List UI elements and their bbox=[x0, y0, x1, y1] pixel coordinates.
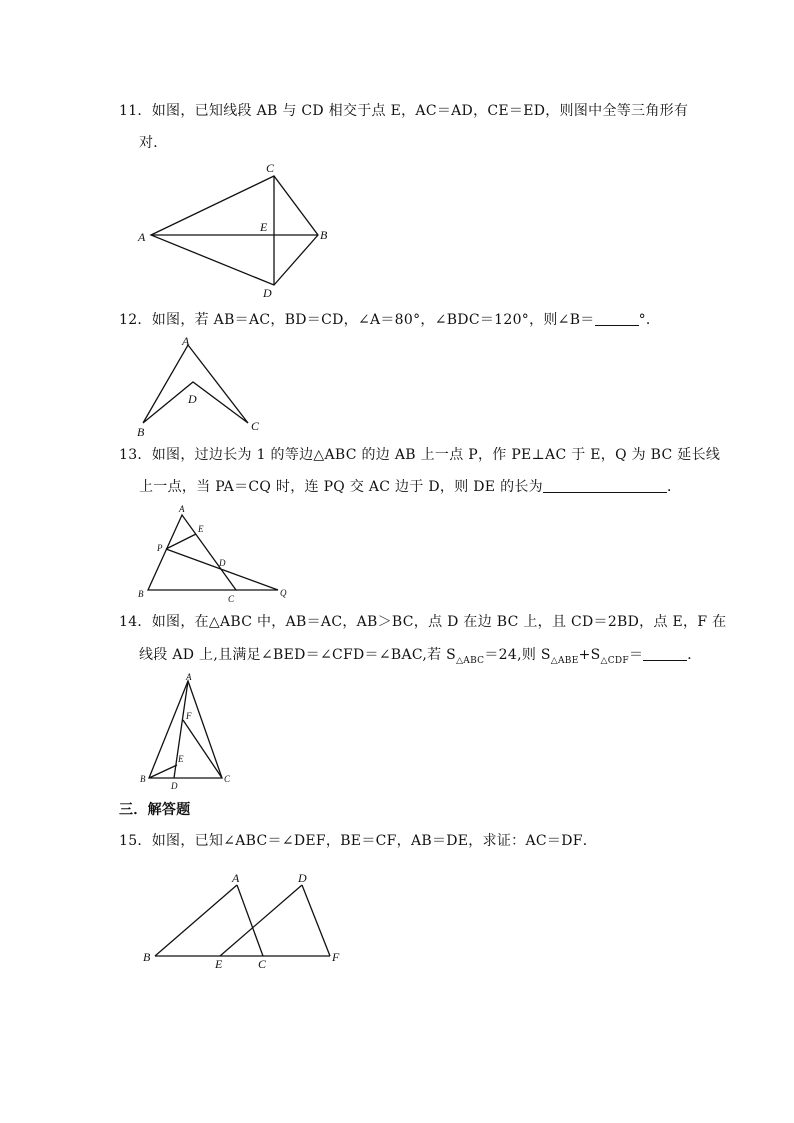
q12-label-c: C bbox=[251, 419, 260, 433]
q13-label-b: B bbox=[138, 589, 144, 599]
q15-text: 如图，已知∠ABC＝∠DEF，BE＝CF，AB＝DE，求证：AC＝DF． bbox=[151, 833, 598, 849]
q13-label-d: D bbox=[219, 558, 226, 568]
q11-text: 如图，已知线段 AB 与 CD 相交于点 E，AC＝AD，CE＝ED，则图中全等三角形有 bbox=[151, 103, 689, 119]
section-heading: 三．解答题 bbox=[119, 802, 191, 818]
q14-text2a: 线段 AD 上,且满足∠BED＝∠CFD＝∠BAC,若 S bbox=[139, 647, 457, 663]
q14-text2d: ＝ bbox=[628, 647, 644, 663]
q15-label-c: C bbox=[258, 957, 267, 971]
q12-text: 如图，若 AB＝AC，BD＝CD，∠A＝80°，∠BDC＝120°，则∠B＝ bbox=[151, 312, 595, 328]
q14-text2e: ． bbox=[687, 647, 702, 663]
q14-label-e: E bbox=[178, 754, 184, 764]
q15-segment-de bbox=[220, 885, 302, 956]
q11-label-a: A bbox=[138, 230, 146, 244]
q12-label-d: D bbox=[188, 392, 197, 406]
q15-label-f: F bbox=[332, 950, 340, 964]
q13-label-p: P bbox=[157, 543, 163, 553]
q13-text2-end: ． bbox=[666, 479, 682, 495]
q15-number: 15． bbox=[119, 833, 152, 849]
q13-text2: 上一点，当 PA＝CQ 时，连 PQ 交 AC 边于 D，则 DE 的长为 bbox=[139, 479, 543, 495]
q13-text: 如图，过边长为 1 的等边△ABC 的边 AB 上一点 P，作 PE⊥AC 于 E，Q 为 BC 延长线 bbox=[151, 447, 721, 463]
q12-text-end: °． bbox=[638, 312, 661, 328]
q14-sub-cdf: △CDF bbox=[600, 655, 629, 666]
q11-label-d: D bbox=[263, 286, 272, 300]
q11-label-e: E bbox=[260, 220, 268, 234]
q15-label-d: D bbox=[298, 871, 307, 885]
q11-line2: 对． bbox=[139, 135, 168, 151]
q15-segment-ab bbox=[155, 885, 237, 956]
q14-label-c: C bbox=[224, 774, 231, 784]
q11-number: 11． bbox=[119, 103, 152, 119]
q13-label-e: E bbox=[198, 524, 204, 534]
q15-segment-ac bbox=[237, 885, 263, 956]
q12-label-a: A bbox=[182, 334, 190, 348]
q14-label-b: B bbox=[140, 774, 146, 784]
q15-label-b: B bbox=[143, 950, 151, 964]
q14-text2b: ＝24,则 S bbox=[484, 647, 551, 663]
q15-segment-df bbox=[302, 885, 330, 956]
q11-label-c: C bbox=[266, 161, 275, 175]
q14-text: 如图，在△ABC 中，AB＝AC，AB＞BC，点 D 在边 BC 上，且 CD＝2BD，点 E，F 在 bbox=[151, 614, 727, 630]
q14-text2c: +S bbox=[578, 647, 601, 663]
q11-label-b: B bbox=[320, 228, 328, 242]
q13-number: 13． bbox=[119, 447, 152, 463]
q14-sub-abe: △ABE bbox=[550, 655, 579, 666]
q12-label-b: B bbox=[137, 425, 145, 439]
q14-number: 14． bbox=[119, 614, 152, 630]
q14-label-f: F bbox=[186, 711, 192, 721]
q12-number: 12． bbox=[119, 312, 152, 328]
q13-label-q: Q bbox=[280, 588, 287, 598]
q13-label-a: A bbox=[179, 504, 185, 514]
q14-sub-abc: △ABC bbox=[456, 655, 485, 666]
q14-label-a: A bbox=[186, 672, 192, 682]
q15-label-a: A bbox=[232, 871, 240, 885]
q15-label-e: E bbox=[215, 957, 223, 971]
q13-label-c: C bbox=[228, 594, 235, 604]
q14-label-d: D bbox=[171, 781, 178, 791]
